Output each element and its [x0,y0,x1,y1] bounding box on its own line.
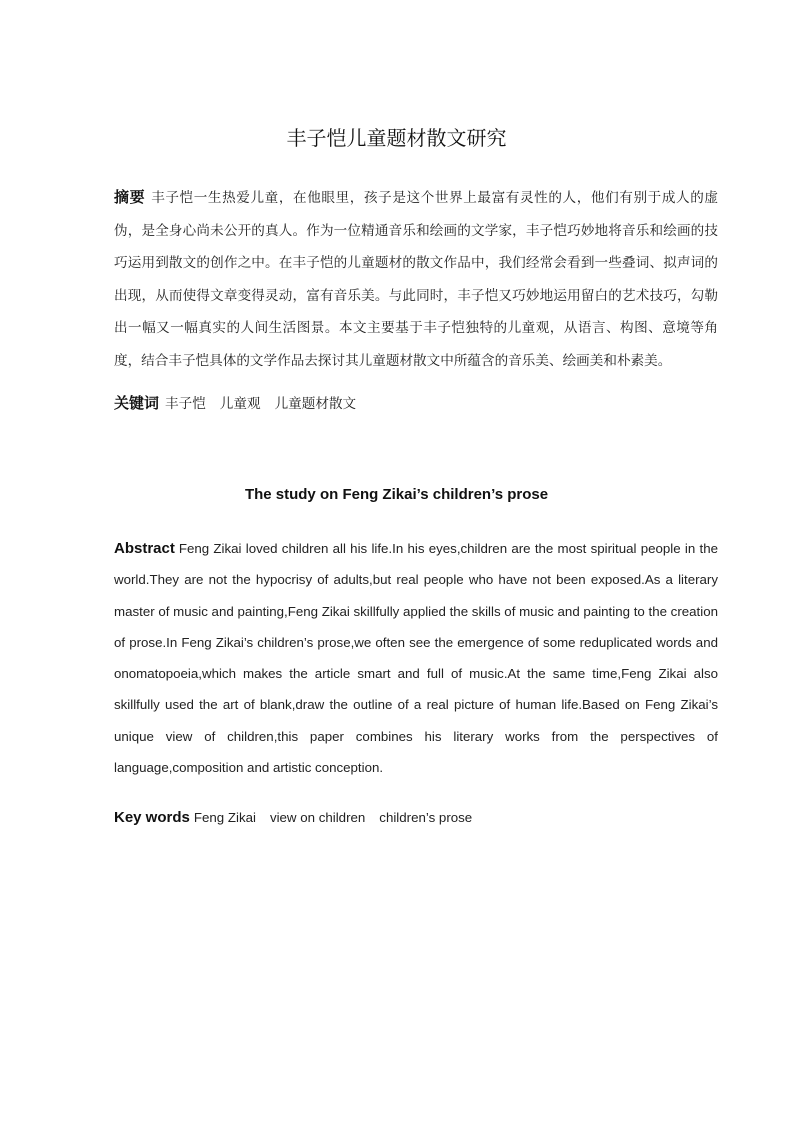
english-keywords [114,806,718,830]
english-keywords-label: Key words [114,809,190,826]
chinese-abstract-text: 丰子恺一生热爱儿童，在他眼里，孩子是这个世界上最富有灵性的人，他们有别于成人的虚伪，是全身心尚未公开的真人。作为一位精通音乐和绘画的文学家，丰子恺巧妙地将音乐和绘画的技巧运用到散文的创作之中。在丰子恺的儿童题材的散文作品中，我们经常会看到一些叠词、拟声词的出现，从而使得文章变得灵动，富有音乐美。与此同时，丰子恺又巧妙地运用留白的艺术技巧，勾勒出一幅又一幅真实的人间生活图景。本文主要基于丰子恺独特的儿童观，从语言、构图、意境等角度，结合丰子恺具体的文学作品去探讨其儿童题材散文中所蕴含的音乐美、绘画美和朴素美。 [114,190,718,369]
english-abstract [114,533,718,783]
chinese-keyword: 丰子恺 [165,396,206,412]
english-keyword: Feng Zikai [193,810,256,825]
english-abstract-text: Feng Zikai loved children all his life.In his eyes,children are the most spiritual people in the world.They are not the hypocrisy of adults,but real people who have not been exposed.As a literary master of music and painting,Feng Zikai skillfully applied the skills of music and painting to the creation of prose.In Feng Zikai’s children’s prose,we often see the emergence of some reduplicated words and onomatopoeia,which makes the article smart and full of music.At the same time,Feng Zikai also skillfully used the art of blank,draw the outline of a real picture of human life.Based on Feng Zikai’s unique view of children,this paper combines his literary works from the perspectives of language,composition and artistic conception. [114,541,718,776]
english-keyword: view on children [269,810,366,825]
english-keyword: children’s prose [379,810,473,825]
english-title: The study on Feng Zikai’s children’s prose [244,486,549,503]
chinese-keywords-label: 关键词 [114,394,160,412]
chinese-abstract [114,181,718,377]
chinese-abstract-label: 摘要 [114,188,146,206]
chinese-keywords [114,390,718,417]
chinese-keyword: 儿童题材散文 [274,396,357,412]
chinese-keyword: 儿童观 [219,396,261,412]
english-abstract-label: Abstract [114,540,175,557]
chinese-title: 丰子恺儿童题材散文研究 [286,126,507,150]
